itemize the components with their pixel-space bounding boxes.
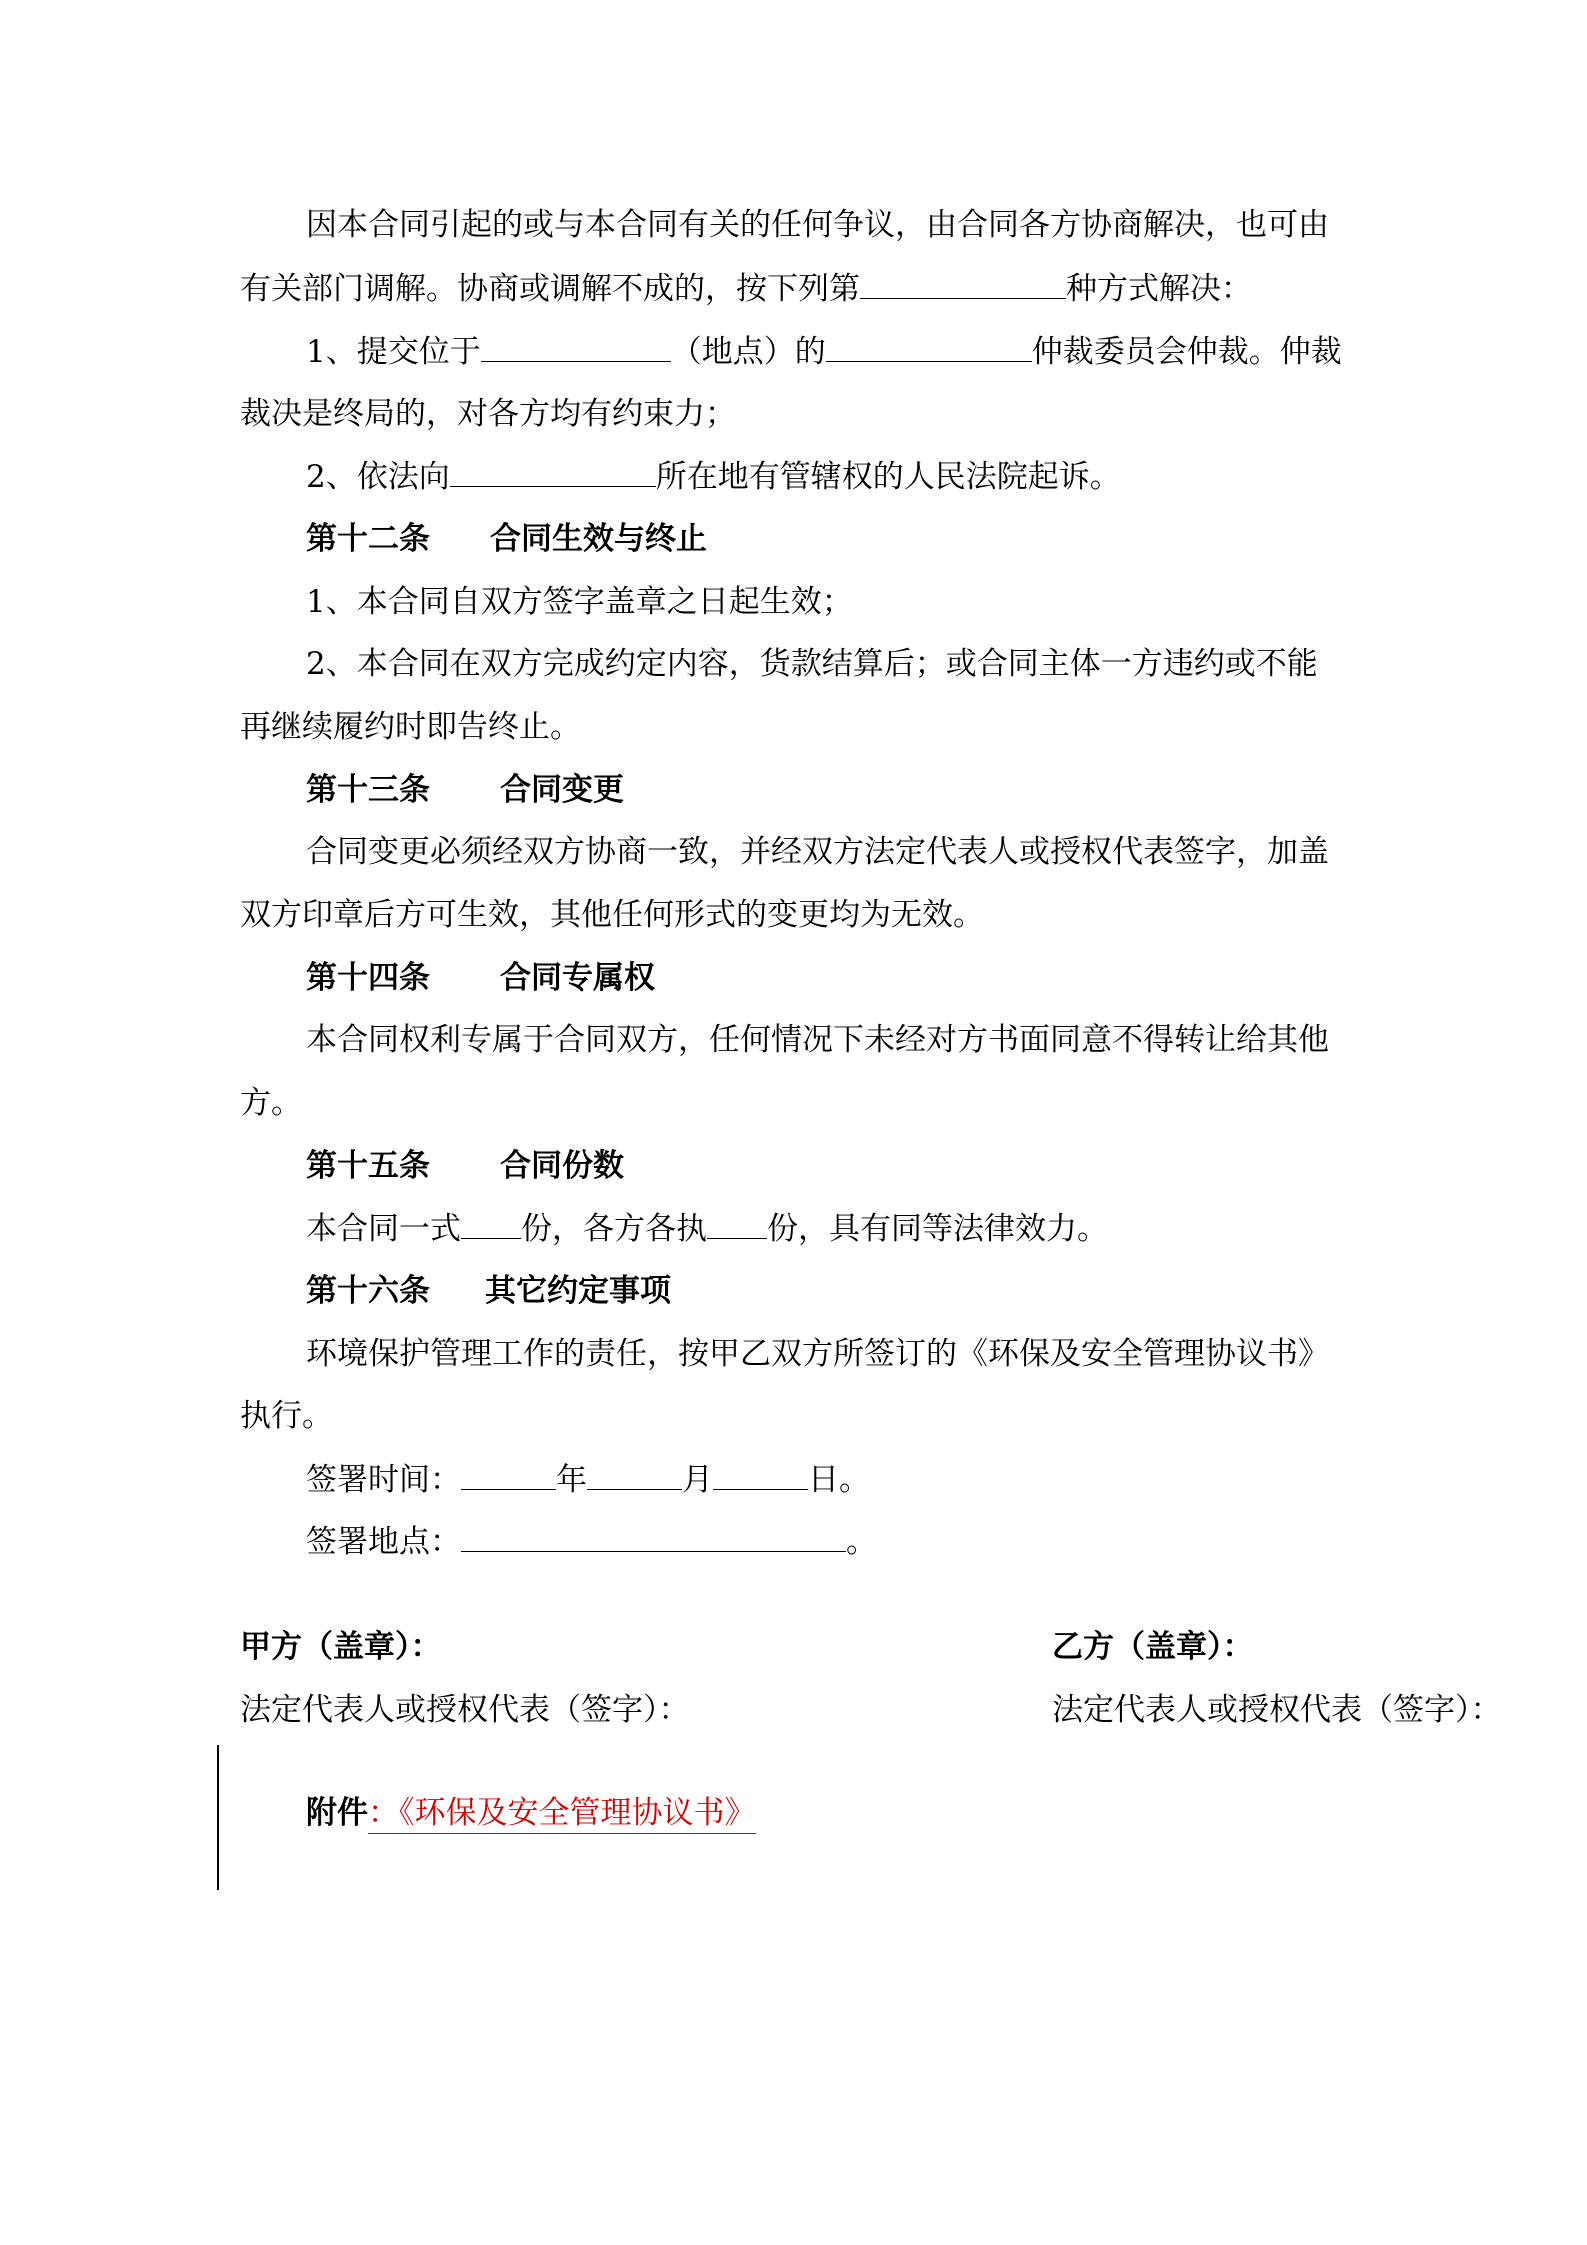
litigation-line xyxy=(306,456,1426,496)
litigation-text: 2、依法向 xyxy=(306,459,450,495)
month-label: 月 xyxy=(682,1462,713,1498)
arbitration-line-1 xyxy=(306,331,1426,371)
article-text: 双方印章后方可生效，其他任何形式的变更均为无效。 xyxy=(240,897,984,933)
day-label: 日。 xyxy=(808,1462,870,1498)
article-12-item-2-line-2 xyxy=(240,707,1360,747)
arbitration-line-2 xyxy=(240,394,1360,434)
party-rep-line xyxy=(240,1690,1502,1730)
article-text: 1、本合同自双方签字盖章之日起生效； xyxy=(306,584,853,620)
signing-place-label: 签署地点： xyxy=(306,1524,461,1560)
attachment-link[interactable]: ：《环保及安全管理协议书》 xyxy=(368,1795,756,1834)
signing-place-end: 。 xyxy=(846,1524,877,1560)
signing-year-blank[interactable] xyxy=(461,1459,556,1490)
article-16-line-2 xyxy=(240,1396,1360,1436)
attachment-label: 附件 xyxy=(306,1795,368,1831)
party-a-seal-label: 甲方（盖章）： xyxy=(240,1629,442,1665)
article-text: 本合同权利专属于合同双方，任何情况下未经对方书面同意不得转让给其他 xyxy=(306,1022,1329,1058)
article-13-heading xyxy=(306,770,1426,810)
article-12-item-1 xyxy=(306,582,1426,622)
signing-day-blank[interactable] xyxy=(713,1459,808,1490)
attachment-line xyxy=(306,1793,1426,1833)
party-a-rep-label: 法定代表人或授权代表（签字）： xyxy=(240,1692,690,1728)
article-text: 2、本合同在双方完成约定内容，货款结算后；或合同主体一方违约或不能 xyxy=(306,646,1318,682)
article-number: 第十六条 xyxy=(306,1273,430,1309)
article-number: 第十五条 xyxy=(306,1148,430,1184)
article-title: 其它约定事项 xyxy=(485,1273,671,1309)
dispute-text: 因本合同引起的或与本合同有关的任何争议，由合同各方协商解决，也可由 xyxy=(306,207,1329,243)
litigation-text: 所在地有管辖权的人民法院起诉。 xyxy=(655,459,1121,495)
dispute-paragraph-line-1 xyxy=(306,205,1426,245)
method-number-blank[interactable] xyxy=(860,268,1066,299)
article-title: 合同专属权 xyxy=(500,960,655,996)
signing-time-label: 签署时间： xyxy=(306,1462,461,1498)
article-15-line xyxy=(306,1208,1426,1248)
signing-place-line xyxy=(306,1521,1426,1561)
article-16-heading xyxy=(306,1271,1426,1311)
article-text: 环境保护管理工作的责任，按甲乙双方所签订的《环保及安全管理协议书》 xyxy=(306,1336,1329,1372)
signing-time-line xyxy=(306,1459,1426,1499)
party-b-rep-label: 法定代表人或授权代表（签字）： xyxy=(1052,1692,1502,1728)
court-location-blank[interactable] xyxy=(450,456,656,487)
article-13-line-1 xyxy=(306,832,1426,872)
signing-place-blank[interactable] xyxy=(461,1521,846,1552)
arbitration-text: 裁决是终局的，对各方均有约束力； xyxy=(240,396,736,432)
copies-each-blank[interactable] xyxy=(707,1208,767,1239)
article-text: 再继续履约时即告终止。 xyxy=(240,709,581,745)
article-13-line-2 xyxy=(240,895,1360,935)
article-title: 合同变更 xyxy=(500,772,624,808)
article-14-line-2 xyxy=(240,1083,1360,1123)
arbitration-text: 仲裁委员会仲裁。仲裁 xyxy=(1031,334,1342,370)
total-copies-blank[interactable] xyxy=(461,1208,521,1239)
article-text: 本合同一式 xyxy=(306,1211,461,1247)
dispute-text: 种方式解决： xyxy=(1066,271,1252,307)
article-title: 合同生效与终止 xyxy=(490,521,707,557)
article-text: 方。 xyxy=(240,1085,302,1121)
article-text: 合同变更必须经双方协商一致，并经双方法定代表人或授权代表签字，加盖 xyxy=(306,834,1329,870)
party-seal-line xyxy=(240,1627,1360,1667)
article-14-heading xyxy=(306,958,1426,998)
article-text: 份，各方各执 xyxy=(521,1211,707,1247)
arbitration-text: （地点）的 xyxy=(670,334,826,370)
article-12-heading xyxy=(306,519,1426,559)
article-14-line-1 xyxy=(306,1020,1426,1060)
article-text: 份，具有同等法律效力。 xyxy=(767,1211,1108,1247)
dispute-text: 有关部门调解。协商或调解不成的，按下列第 xyxy=(240,271,860,307)
arbitration-text: 1、提交位于 xyxy=(306,334,481,370)
revision-bar xyxy=(217,1745,219,1890)
arbitration-commission-blank[interactable] xyxy=(826,331,1032,362)
article-number: 第十二条 xyxy=(306,521,430,557)
article-16-line-1 xyxy=(306,1334,1426,1374)
article-text: 执行。 xyxy=(240,1398,333,1434)
signing-month-blank[interactable] xyxy=(587,1459,682,1490)
year-label: 年 xyxy=(556,1462,587,1498)
article-number: 第十四条 xyxy=(306,960,430,996)
article-number: 第十三条 xyxy=(306,772,430,808)
article-15-heading xyxy=(306,1146,1426,1186)
party-b-seal-label: 乙方（盖章）： xyxy=(1052,1629,1254,1665)
article-12-item-2-line-1 xyxy=(306,644,1426,684)
article-title: 合同份数 xyxy=(500,1148,624,1184)
dispute-paragraph-line-2 xyxy=(240,268,1360,308)
arbitration-location-blank[interactable] xyxy=(481,331,671,362)
